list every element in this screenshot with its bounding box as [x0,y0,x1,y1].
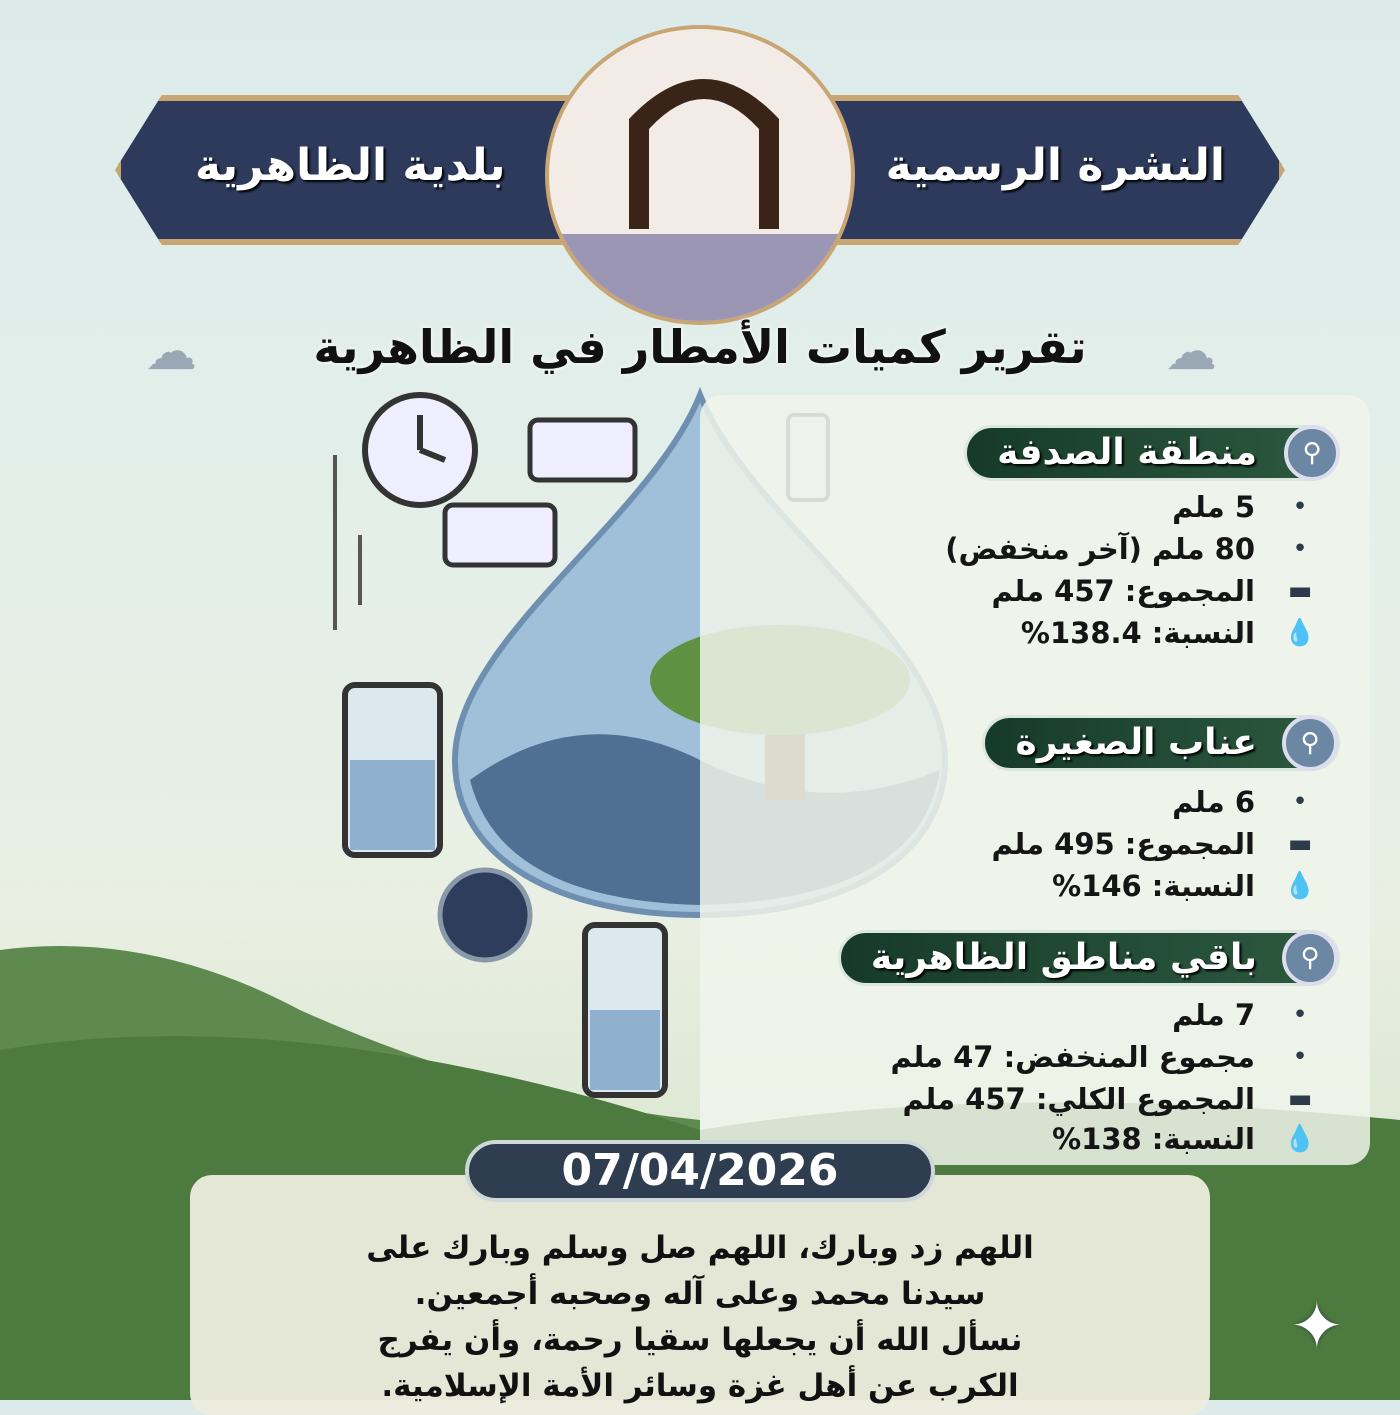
droplet-icon: 💧 [1283,871,1317,901]
bullet: • [1292,1000,1308,1030]
region-ratio: النسبة: 146% [1052,869,1255,903]
municipality-logo [545,25,855,325]
droplet-icon: 💧 [1283,1124,1317,1154]
bullet: • [1292,787,1308,817]
report-title: تقرير كميات الأمطار في الظاهرية [313,320,1087,374]
location-pin-icon: ⚲ [1282,930,1338,986]
region-total: المجموع الكلي: 457 ملم [902,1082,1255,1116]
gauge-icon: ▬ [1287,576,1313,606]
banner-official-bulletin: النشرة الرسمية [885,140,1225,191]
bullet: • [1292,1042,1308,1072]
banner-municipality: بلدية الظاهرية [195,140,506,191]
prayer-line: نسأل الله أن يجعلها سقيا رحمة، وأن يفرج [377,1322,1023,1358]
calendar-icon [445,505,555,565]
region-ratio: النسبة: 138.4% [1020,616,1255,650]
sparkle-icon: ✦ [1290,1290,1344,1364]
gauge-icon: ▬ [1287,1084,1313,1114]
rain-line: 80 ملم (آخر منخفض) [945,532,1255,566]
prayer-box [190,1175,1210,1415]
region-total: المجموع: 495 ملم [991,827,1255,861]
region-header-anab: عناب الصغيرة [982,715,1340,771]
prayer-line: الكرب عن أهل غزة وسائر الأمة الإسلامية. [381,1368,1019,1404]
rain-cloud-icon: ☁ [1165,322,1217,382]
bullet: • [1292,492,1308,522]
rain-line: 7 ملم [1172,998,1255,1032]
region-total: المجموع: 457 ملم [991,574,1255,608]
location-pin-icon: ⚲ [1282,715,1338,771]
calendar-icon [530,420,635,480]
bullet: • [1292,534,1308,564]
region-header-sadfa: منطقة الصدفة [964,425,1340,481]
region-ratio: النسبة: 138% [1052,1122,1255,1156]
region-header-rest: باقي مناطق الظاهرية [838,930,1340,986]
seal-icon [440,870,530,960]
prayer-line: اللهم زد وبارك، اللهم صل وسلم وبارك على [366,1230,1034,1266]
droplet-icon: 💧 [1283,618,1317,648]
rain-line: 6 ملم [1172,785,1255,819]
rain-line: مجموع المنخفض: 47 ملم [890,1040,1255,1074]
prayer-line: سيدنا محمد وعلى آله وصحبه أجمعين. [414,1276,986,1312]
rain-cloud-icon: ☁ [145,322,197,382]
rain-line: 5 ملم [1172,490,1255,524]
report-date: 07/04/2026 [465,1140,935,1202]
gauge-icon: ▬ [1287,829,1313,859]
location-pin-icon: ⚲ [1284,425,1340,481]
